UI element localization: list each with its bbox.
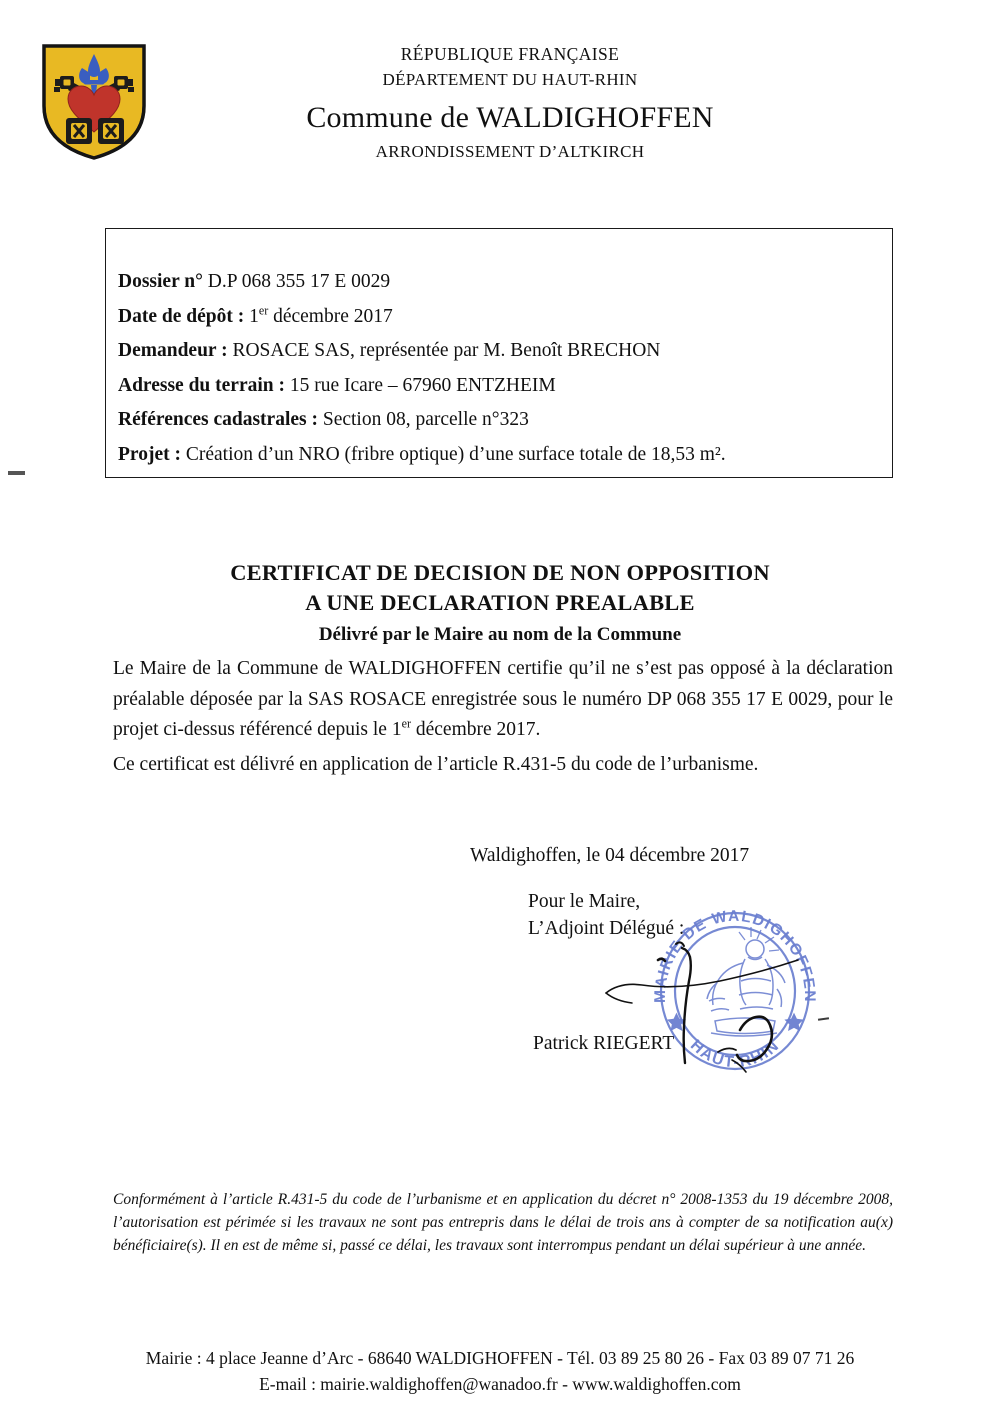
info-value-adresse: 15 rue Icare – 67960 ENTZHEIM (289, 374, 556, 396)
footer-address-line: Mairie : 4 place Jeanne d’Arc - 68640 WALDIGHOFFEN - Tél. 03 89 25 80 26 - Fax 03 89 07 71 26 (145, 1348, 855, 1368)
body-paragraph-2: Ce certificat est délivré en application de l’article R.431-5 du code de l’urbanisme. (113, 754, 759, 775)
signature-deputy-title: L’Adjoint Délégué : (528, 918, 685, 939)
info-value-projet: Création d’un NRO (fribre optique) d’une surface totale de 18,53 m². (185, 443, 726, 465)
info-label-projet: Projet : (118, 443, 181, 465)
signatory-name: Patrick RIEGERT (533, 1033, 675, 1054)
footer-contact-line: E-mail : mairie.waldighoffen@wanadoo.fr - www.waldighoffen.com (259, 1374, 741, 1394)
info-label-date-depot: Date de dépôt : (118, 305, 245, 327)
signature-for-mayor: Pour le Maire, (528, 891, 641, 912)
certificate-title (0, 558, 1000, 650)
info-label-dossier: Dossier n° (118, 271, 203, 292)
document-header (180, 42, 840, 164)
stamp-top-text: MAIRIE DE WALDIGHOFFEN (651, 907, 819, 1004)
stamp-bottom-text: HAUT-RHIN (686, 1036, 784, 1072)
info-value-dossier: D.P 068 355 17 E 0029 (207, 271, 391, 292)
header-commune: Commune de WALDIGHOFFEN (306, 101, 714, 134)
coat-of-arms-icon (38, 40, 150, 162)
info-value-date-depot-day: 1 (249, 305, 259, 327)
info-row-projet (118, 438, 882, 473)
info-label-cadastre: Références cadastrales : (118, 409, 318, 430)
body-paragraph-1 (113, 654, 893, 746)
info-row-adresse (118, 369, 882, 404)
official-stamp (645, 905, 825, 1073)
header-republic: RÉPUBLIQUE FRANÇAISE (400, 44, 620, 64)
body-paragraph-1-text: Le Maire de la Commune de WALDIGHOFFEN certifie qu’il ne s’est pas opposé à la déclaration préalable déposée par la SAS ROSACE enregistrée sous le numéro DP 068 355 17 E 0029, pour le projet ci-dessus référencé depuis le 1 (113, 658, 893, 740)
info-value-date-depot-ordinal: er (258, 303, 269, 317)
info-row-dossier (118, 265, 882, 300)
scan-artifact-mark (8, 471, 25, 475)
info-value-demandeur: ROSACE SAS, représentée par M. Benoît BRECHON (232, 340, 661, 361)
svg-text:HAUT-RHIN (687, 1037, 783, 1071)
title-subtitle: Délivré par le Maire au nom de la Commune (318, 624, 682, 645)
page-footer (0, 1345, 1000, 1397)
body-paragraph-1-ordinal: er (401, 716, 411, 731)
info-value-date-depot-rest: décembre 2017 (268, 305, 393, 327)
info-value-cadastre: Section 08, parcelle n°323 (322, 409, 529, 430)
info-row-cadastre (118, 403, 882, 438)
info-label-demandeur: Demandeur : (118, 340, 228, 361)
info-row-date-depot (118, 300, 882, 335)
info-label-adresse: Adresse du terrain : (118, 374, 285, 396)
legal-footnote: Conformément à l’article R.431-5 du code de l’urbanisme et en application du décret n° 2008-1353 du 19 décembre 2008, l’autorisation est périmée si les travaux ne sont pas entrepris dans le délai de trois ans à compter de sa notification au(x) bénéficiaire(s). Il en est de même si, passé ce délai, les travaux sont interrompus pendant un délai supérieur à une année. (113, 1191, 893, 1254)
svg-text:MAIRIE DE WALDIGHOFFEN (652, 908, 818, 1003)
title-line-2: A UNE DECLARATION PREALABLE (305, 590, 695, 615)
title-line-1: CERTIFICAT DE DECISION DE NON OPPOSITION (230, 560, 770, 585)
header-department: DÉPARTEMENT DU HAUT-RHIN (382, 70, 638, 89)
stamp-emblem-marianne (707, 927, 785, 1036)
date-and-place-line: Waldighoffen, le 04 décembre 2017 (470, 845, 750, 866)
body-paragraph-1-tail: décembre 2017. (410, 719, 541, 740)
header-arrondissement: ARRONDISSEMENT D’ALTKIRCH (375, 142, 645, 161)
info-row-demandeur (118, 334, 882, 369)
dossier-info-box (105, 228, 893, 478)
